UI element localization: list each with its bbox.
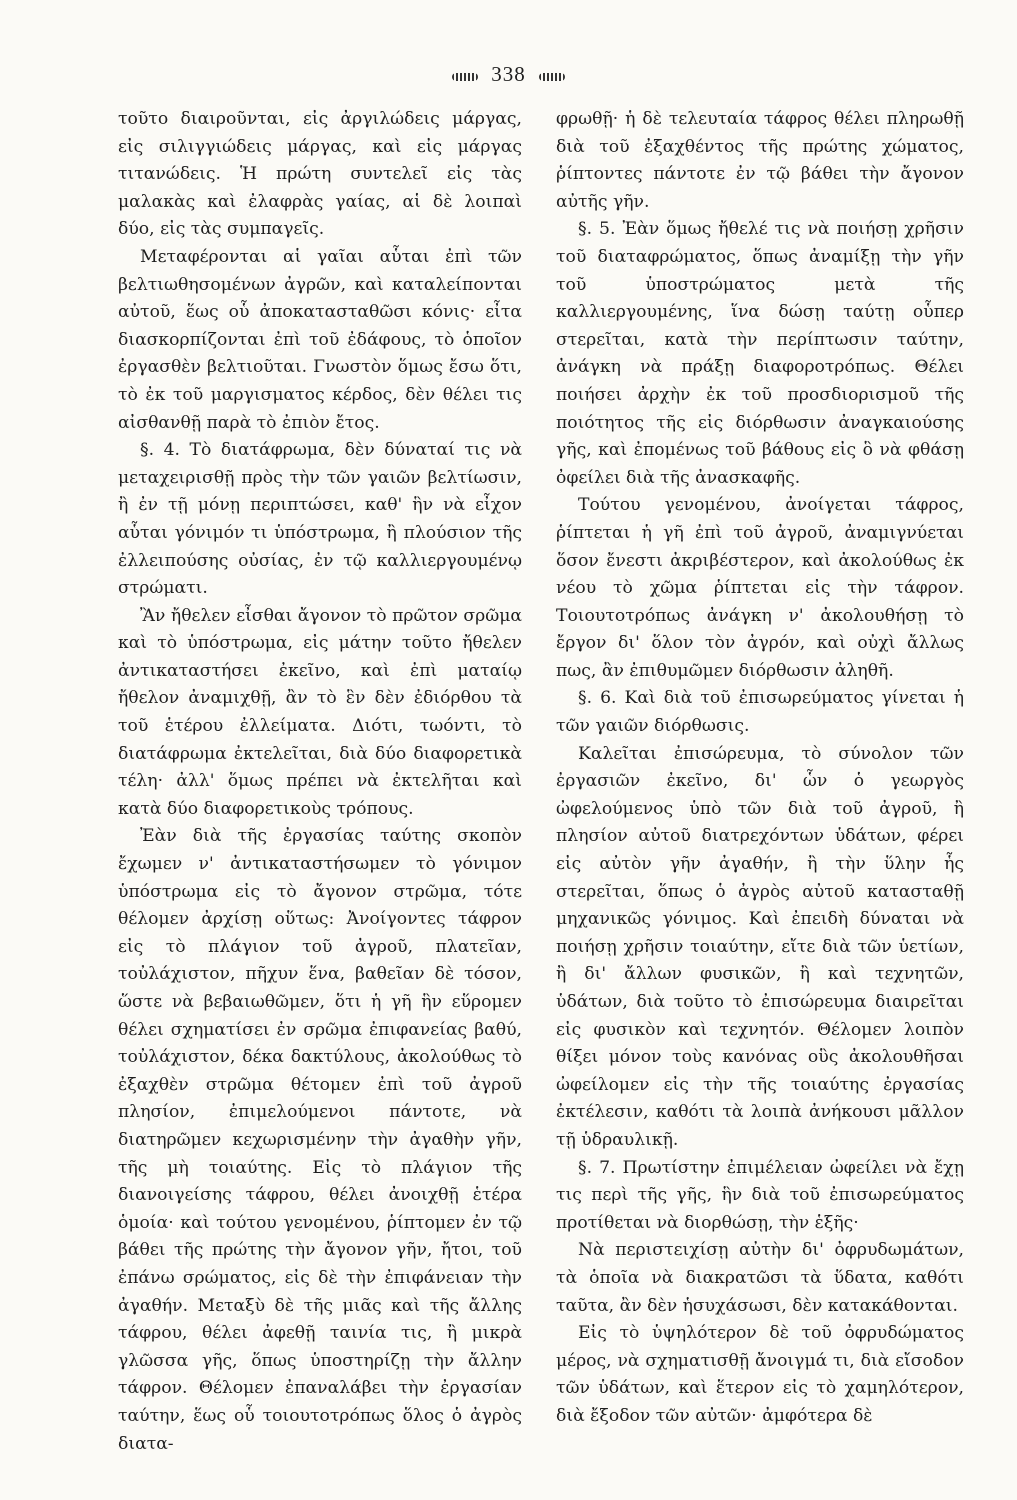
paragraph: τοῦτο διαιροῦνται, εἰς ἀργιλώδεις μάργας, εἰς σιλιγγιώδεις μάργας, καὶ εἰς μάργας τιτανώδεις. Ἡ πρώτη συντελεῖ εἰς τὰς μαλακὰς καὶ ἐλαφρὰς γαίας, αἱ δὲ λοιπαὶ δύο, εἰς τὰς συμπαγεῖς. bbox=[118, 109, 522, 240]
paragraph: Τούτου γενομένου, ἀνοίγεται τάφρος, ῥίπτεται ἡ γῆ ἐπὶ τοῦ ἀγροῦ, ἀναμιγνύεται ὅσον ἔνεστι ἀκριβέστερον, καὶ ἀκολούθως ἐκ νέου τὸ χῶμα ῥίπτεται εἰς τὴν τάφρον. Τοιουτοτρόπως ἀνάγκη ν' ἀκολουθήσῃ τὸ ἔργον δι' ὅλον τὸν ἀγρόν, καὶ οὐχὶ ἄλλως πως, ἂν ἐπιθυμῶμεν διόρθωσιν ἀληθῆ. bbox=[556, 495, 964, 681]
ornament-right-icon bbox=[539, 73, 565, 81]
paragraph: φρωθῇ· ἡ δὲ τελευταία τάφρος θέλει πληρωθῇ διὰ τοῦ ἐξαχθέντος τῆς πρώτης χώματος, ῥίπτοντες πάντοτε ἐν τῷ βάθει τὴν ἄγονον αὐτῆς γῆν. bbox=[556, 109, 964, 212]
paragraph: Μεταφέρονται αἱ γαῖαι αὗται ἐπὶ τῶν βελτιωθησομένων ἀγρῶν, καὶ καταλείπονται αὐτοῦ, ἕως οὗ ἀποκατασταθῶσι κόνις· εἶτα διασκορπίζονται ἐπὶ τοῦ ἐδάφους, τὸ ὁποῖον ἐργασθὲν βελτιοῦται. Γνωστὸν ὅμως ἔσω ὅτι, τὸ ἐκ τοῦ μαργισματος κέρδος, δὲν θέλει τις αἰσθανθῇ παρὰ τὸ ἐπιὸν ἔτος. bbox=[118, 246, 522, 433]
paragraph: Καλεῖται ἐπισώρευμα, τὸ σύνολον τῶν ἐργασιῶν ἐκεῖνο, δι' ὧν ὁ γεωργὸς ὠφελούμενος ὑπὸ τῶν διὰ τοῦ ἀγροῦ, ἢ πλησίον αὐτοῦ διατρεχόντων ὑδάτων, φέρει εἰς αὐτὸν γῆν ἀγαθήν, ἢ τὴν ὕλην ἧς στερεῖται, ὅπως ὁ ἀγρὸς αὐτοῦ κατασταθῇ μηχανικῶς γόνιμος. Καὶ ἐπειδὴ δύναται νὰ ποιήσῃ χρῆσιν τοιαύτην, εἴτε διὰ τῶν ὑετίων, ἢ δι' ἄλλων φυσικῶν, ἢ καὶ τεχνητῶν, ὑδάτων, διὰ τοῦτο τὸ ἐπισώρευμα διαιρεῖται εἰς φυσικὸν καὶ τεχνητόν. Θέλομεν λοιπὸν θίξει μόνον τοὺς κανόνας οὓς ἀκολουθῆσαι ὠφείλομεν εἰς τὴν τῆς τοιαύτης ἐργασίας ἐκτέλεσιν, καθότι τὰ λοιπὰ ἀνήκουσι μᾶλλον τῇ ὑδραυλικῇ. bbox=[556, 743, 964, 1150]
paragraph: §. 6. Καὶ διὰ τοῦ ἐπισωρεύματος γίνεται ἡ τῶν γαιῶν διόρθωσις. bbox=[556, 688, 964, 737]
paragraph: §. 5. Ἐὰν ὅμως ἤθελέ τις νὰ ποιήσῃ χρῆσιν τοῦ διαταφρώματος, ὅπως ἀναμίξῃ τὴν γῆν τοῦ ὑποστρώματος μετὰ τῆς καλλιεργουμένης, ἵνα δώσῃ ταύτῃ οὗπερ στερεῖται, κατὰ τὴν περίπτωσιν ταύτην, ἀνάγκη νὰ πράξῃ διαφοροτρόπως. Θέλει ποιήσει ἀρχὴν ἐκ τοῦ προσδιορισμοῦ τῆς ποιότητος τῆς εἰς διόρθωσιν ἀναγκαιούσης γῆς, καὶ ἐπομένως τοῦ βάθους εἰς ὃ νὰ φθάσῃ ὀφείλει διὰ τῆς ἀνασκαφῆς. bbox=[556, 219, 964, 488]
paragraph: Νὰ περιστειχίσῃ αὐτὴν δι' ὀφρυδωμάτων, τὰ ὁποῖα νὰ διακρατῶσι τὰ ὕδατα, καθότι ταῦτα, ἂν δὲν ἡσυχάσωσι, δὲν κατακάθονται. bbox=[556, 1240, 964, 1316]
page-number: 338 bbox=[491, 62, 526, 86]
paragraph: Εἰς τὸ ὑψηλότερον δὲ τοῦ ὀφρυδώματος μέρος, νὰ σχηματισθῇ ἄνοιγμά τι, διὰ εἴσοδον τῶν ὑδάτων, καὶ ἕτερον εἰς τὸ χαμηλότερον, διὰ ἔξοδον τῶν αὐτῶν· ἀμφότερα δὲ bbox=[556, 1323, 964, 1426]
right-column bbox=[556, 106, 964, 1431]
paragraph: §. 7. Πρωτίστην ἐπιμέλειαν ὠφείλει νὰ ἔχῃ τις περὶ τῆς γῆς, ἣν διὰ τοῦ ἐπισωρεύματος προτίθεται νὰ διορθώσῃ, τὴν ἑξῆς· bbox=[556, 1157, 964, 1233]
left-column bbox=[118, 106, 522, 1458]
ornament-left-icon bbox=[452, 73, 478, 81]
page-header bbox=[0, 62, 1017, 87]
paragraph: §. 4. Τὸ διατάφρωμα, δὲν δύναταί τις νὰ μεταχειρισθῇ πρὸς τὴν τῶν γαιῶν βελτίωσιν, ἢ ἐν τῇ μόνῃ περιπτώσει, καθ' ἣν νὰ εἶχον αὗται γόνιμόν τι ὑπόστρωμα, ἢ πλούσιον τῆς ἐλλειπούσης οὐσίας, ἐν τῷ καλλιεργουμένῳ στρώματι. bbox=[118, 440, 522, 599]
paragraph: Ἐὰν διὰ τῆς ἐργασίας ταύτης σκοπὸν ἔχωμεν ν' ἀντικαταστήσωμεν τὸ γόνιμον ὑπόστρωμα εἰς τὸ ἄγονον στρῶμα, τότε θέλομεν ἀρχίσῃ οὕτως: Ἀνοίγοντες τάφρον εἰς τὸ πλάγιον τοῦ ἀγροῦ, πλατεῖαν, τοὐλάχιστον, πῆχυν ἕνα, βαθεῖαν δὲ τόσον, ὥστε νὰ βεβαιωθῶμεν, ὅτι ἡ γῆ ἣν εὕρομεν θέλει σχηματίσει ἐν σρῶμα ἐπιφανείας βαθύ, τοὐλάχιστον, δέκα δακτύλους, ἀκολούθως τὸ ἐξαχθὲν στρῶμα θέτομεν ἐπὶ τοῦ ἀγροῦ πλησίον, ἐπιμελούμενοι πάντοτε, νὰ διατηρῶμεν κεχωρισμένην τὴν ἀγαθὴν γῆν, τῆς μὴ τοιαύτης. Εἰς τὸ πλάγιον τῆς διανοιγείσης τάφρου, θέλει ἀνοιχθῇ ἑτέρα ὁμοία· καὶ τούτου γενομένου, ῥίπτομεν ἐν τῷ βάθει τῆς πρώτης τὴν ἄγονον γῆν, ἤτοι, τοῦ ἐπάνω σρώματος, εἰς δὲ τὴν ἐπιφάνειαν τὴν ἀγαθήν. Μεταξὺ δὲ τῆς μιᾶς καὶ τῆς ἄλλης τάφρου, θέλει ἀφεθῇ ταινία τις, ἢ μικρὰ γλῶσσα γῆς, ὅπως ὑποστηρίζῃ τὴν ἄλλην τάφρον. Θέλομεν ἐπαναλάβει τὴν ἐργασίαν ταύτην, ἕως οὗ τοιουτοτρόπως ὅλος ὁ ἀγρὸς διατα- bbox=[118, 826, 522, 1454]
paragraph: Ἂν ἤθελεν εἶσθαι ἄγονον τὸ πρῶτον σρῶμα καὶ τὸ ὑπόστρωμα, εἰς μάτην τοῦτο ἤθελεν ἀντικαταστήσει ἐκεῖνο, καὶ ἐπὶ ματαίῳ ἤθελον ἀναμιχθῇ, ἂν τὸ ἓν δὲν ἐδιόρθου τὰ τοῦ ἑτέρου ἐλλείματα. Διότι, τωόντι, τὸ διατάφρωμα ἐκτελεῖται, διὰ δύο διαφορετικὰ τέλη· ἀλλ' ὅμως πρέπει νὰ ἐκτελῆται καὶ κατὰ δύο διαφορετικοὺς τρόπους. bbox=[118, 605, 522, 819]
